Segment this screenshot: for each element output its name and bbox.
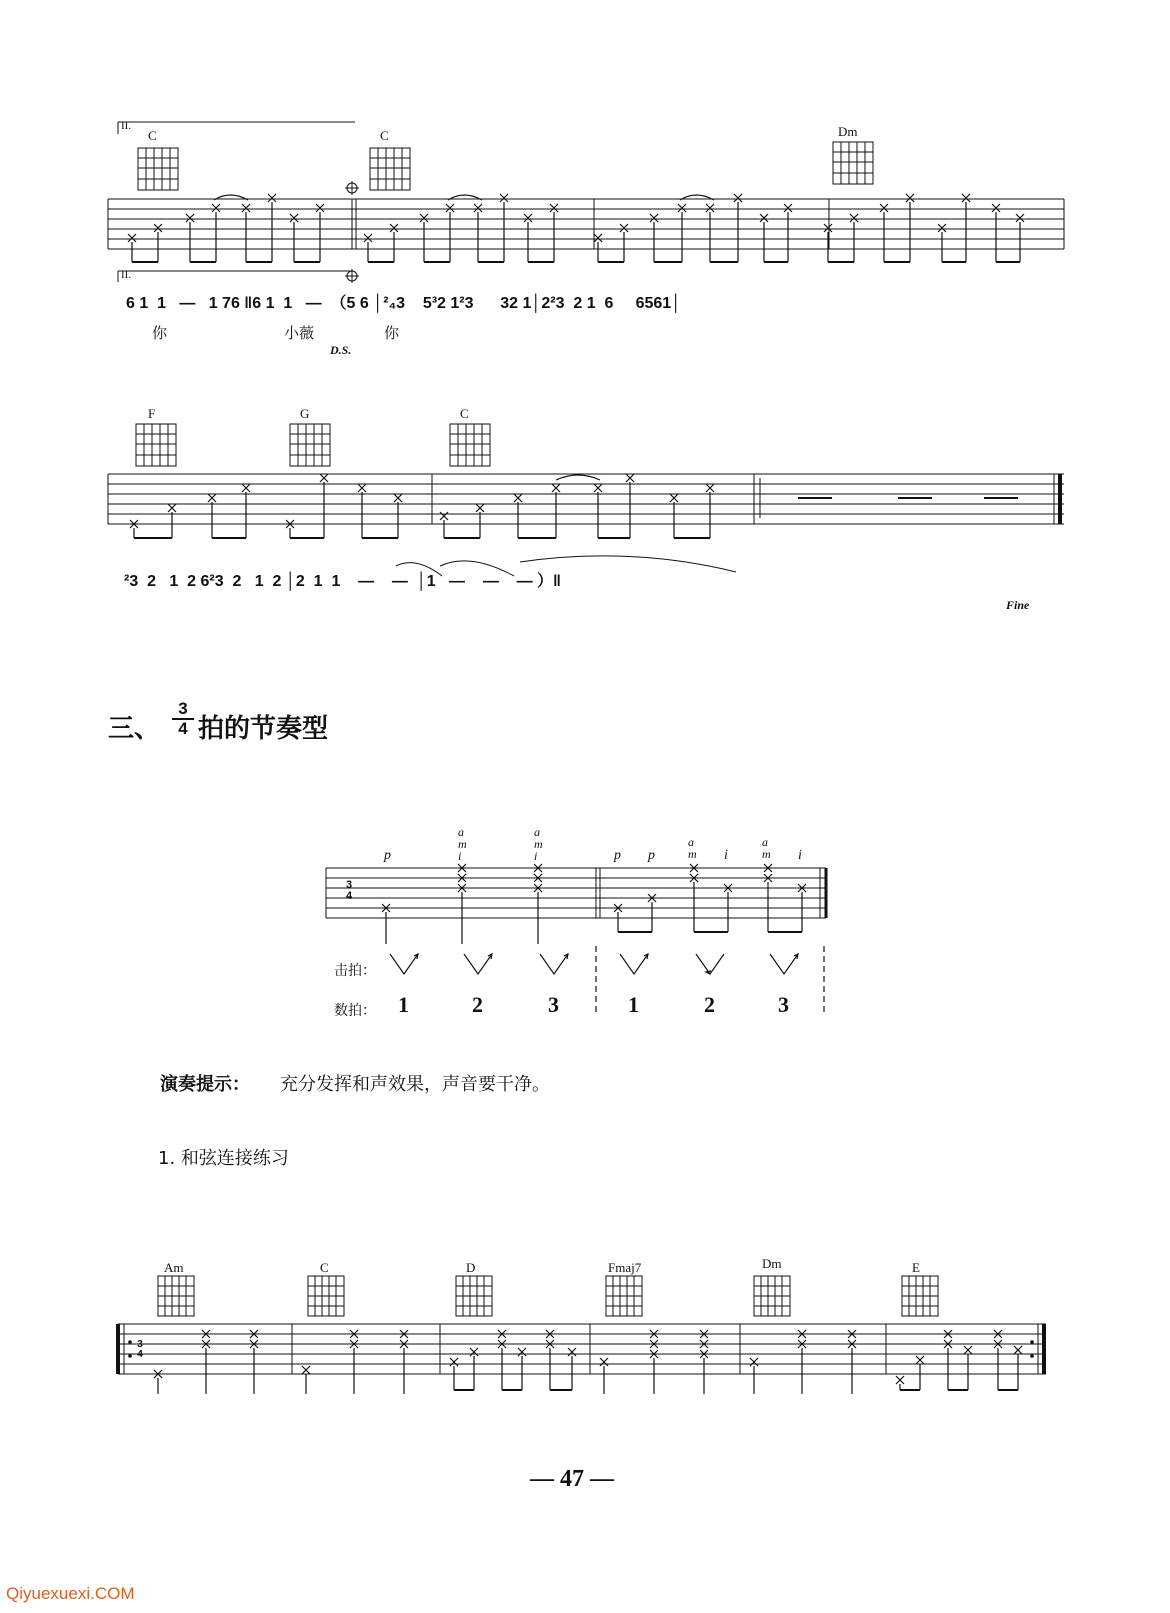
chord-name: C (320, 1260, 329, 1275)
chord-diagram-f (136, 424, 176, 466)
finger-label: a m (762, 835, 771, 861)
watermark-logo: Qiyuexuexi.COM (6, 1584, 135, 1603)
volta-second-label: II. (121, 269, 132, 281)
heading-time-signature: 3 4 (172, 700, 194, 738)
rhythm-staff (326, 868, 826, 918)
finger-label: p (614, 848, 621, 863)
strum-arrows (390, 946, 824, 1016)
jianpu-line-1: 6 1 1 — 1 76 ‖6 1 1 — （5 6 │²₄3 5³2 1²3 32 1│2²3 2 1 6 6561│ (126, 295, 682, 312)
exercise-time-signature: 3 4 (137, 1339, 143, 1360)
beat-count: 1 (398, 992, 409, 1017)
beat-count: 3 (778, 992, 789, 1017)
lyric: 小薇 (284, 324, 315, 342)
tip-text: 充分发挥和声效果，声音要干净。 (280, 1074, 550, 1095)
chord-name: G (300, 406, 310, 421)
finger-label: i (724, 848, 728, 863)
page-number: — 47 — (530, 1466, 614, 1492)
beat-count: 3 (548, 992, 559, 1017)
chord-name: C (380, 128, 389, 143)
chord-name: Dm (838, 124, 858, 139)
strum-label: 击拍： (334, 963, 376, 979)
finger-label: p (384, 848, 391, 863)
chord-name: Fmaj7 (608, 1260, 642, 1275)
rhythm-time-signature: 3 4 (345, 879, 353, 902)
beat-count: 2 (704, 992, 715, 1017)
chord-diagram-c-3 (450, 424, 490, 466)
chord-name: Dm (762, 1256, 782, 1271)
volta-first-label: II. (121, 120, 132, 132)
beat-count: 1 (628, 992, 639, 1017)
chord-diagram-c-2 (370, 148, 410, 190)
chord-diagram-dm (833, 142, 873, 184)
fine-marking: Fine (1006, 598, 1030, 612)
finger-label: i (798, 848, 802, 863)
chord-diagram-c-1 (138, 148, 178, 190)
chord-name: F (148, 406, 156, 421)
section-heading: 拍的节奏型 (198, 714, 329, 744)
chord-name: C (460, 406, 469, 421)
lyric: 你 (152, 324, 168, 342)
chord-name: Am (164, 1260, 184, 1275)
chord-diagram-g (290, 424, 330, 466)
tip-label: 演奏提示： (160, 1074, 250, 1095)
jianpu-line-2: ²3 2 1 2 6²3 2 1 2 │2 1 1 — — │1 — — — ）‖ (124, 573, 562, 590)
exercise-title: 1. 和弦连接练习 (158, 1148, 289, 1169)
finger-label: a m i (458, 825, 467, 863)
ds-marking: D.S. (330, 343, 352, 357)
tab-staff-2 (108, 474, 1064, 524)
chord-name: E (912, 1260, 920, 1275)
count-label: 数拍： (334, 1003, 376, 1019)
chord-name: D (466, 1260, 476, 1275)
finger-label: a m (688, 835, 697, 861)
beat-count: 2 (472, 992, 483, 1017)
lyric: 你 (384, 324, 400, 342)
chord-name: C (148, 128, 157, 143)
section-heading-prefix: 三、 (108, 714, 161, 744)
finger-label: p (648, 848, 655, 863)
tab-staff-1 (108, 199, 1064, 249)
finger-label: a m i (534, 825, 543, 863)
